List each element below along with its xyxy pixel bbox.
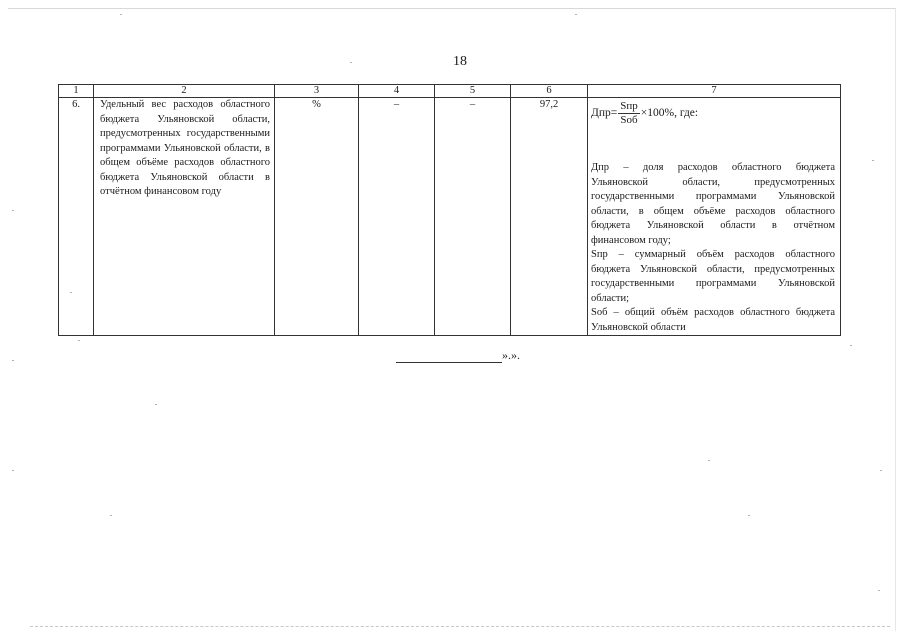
formula-definitions xyxy=(591,161,837,335)
scan-speck xyxy=(12,470,14,471)
column-header: 7 xyxy=(588,85,841,98)
formula-numerator: Sпр xyxy=(620,100,638,112)
definition-item: Sоб – общий объём расходов областного бюджета Ульяновской области xyxy=(591,307,835,333)
formula-lhs: Дпр= xyxy=(591,107,618,120)
row-number: 6. xyxy=(59,98,94,336)
scan-speck xyxy=(575,14,577,15)
col5-cell: – xyxy=(435,98,511,336)
scan-speck xyxy=(70,292,72,293)
unit-cell: % xyxy=(275,98,359,336)
table-header-row xyxy=(59,85,841,98)
value-cell: 97,2 xyxy=(511,98,588,336)
column-header: 1 xyxy=(59,85,94,98)
definition-item: Дпр – доля расходов областного бюджета Ульяновской области, предусмотренных государственными программами Ульяновской области, в общем объёме расходов областного бюджета Ульяновской области в отчётном финансовом году; xyxy=(591,162,835,246)
scan-edge-noise xyxy=(30,626,890,628)
scan-speck xyxy=(708,460,710,461)
method-cell xyxy=(588,98,841,336)
scan-speck xyxy=(120,14,122,15)
column-header: 3 xyxy=(275,85,359,98)
scan-speck xyxy=(12,360,14,361)
column-header: 4 xyxy=(359,85,435,98)
scan-speck xyxy=(880,470,882,471)
closing-line xyxy=(396,348,520,363)
formula-rhs: ×100%, где: xyxy=(640,107,699,120)
scan-speck xyxy=(350,62,352,63)
closing-underline xyxy=(396,350,502,363)
scan-speck xyxy=(12,210,14,211)
scan-speck xyxy=(748,515,750,516)
indicator-table xyxy=(58,84,841,336)
table-row xyxy=(59,98,841,336)
formula-fraction xyxy=(618,100,640,127)
scan-speck xyxy=(878,590,880,591)
column-header: 5 xyxy=(435,85,511,98)
scan-speck xyxy=(155,404,157,405)
formula-denominator: Sоб xyxy=(620,114,638,126)
scan-speck xyxy=(872,160,874,161)
page-number: 18 xyxy=(453,54,467,69)
scan-speck xyxy=(850,345,852,346)
col4-cell: – xyxy=(359,98,435,336)
column-header: 6 xyxy=(511,85,588,98)
definition-item: Sпр – суммарный объём расходов областного бюджета Ульяновской области, предусмотренных государственными программами Ульяновской области; xyxy=(591,249,835,304)
formula xyxy=(591,100,837,127)
column-header: 2 xyxy=(94,85,275,98)
indicator-name: Удельный вес расходов областного бюджета Ульяновской области, предусмотренных государственными программами Ульяновской области, в общем объёме расходов областного бюджета Ульяновской области в отчётном финансовом году xyxy=(94,98,275,336)
closing-quote: ».». xyxy=(502,348,520,362)
scan-speck xyxy=(78,340,80,341)
scan-speck xyxy=(110,515,112,516)
